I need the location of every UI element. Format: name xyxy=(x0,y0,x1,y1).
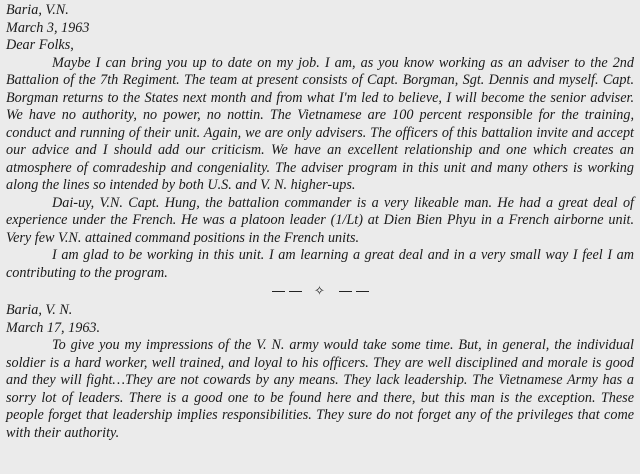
letter-paragraph: Dai-uy, V.N. Capt. Hung, the battalion commander is a very likeable man. He had a great deal of experience under the French. He was a platoon leader (1/Lt) at Dien Bien Phyu in a French airborne unit. Very few V.N. attained command positions in the French units. xyxy=(6,194,634,246)
letter-paragraph: To give you my impressions of the V. N. army would take some time. But, in general, the individual soldier is a hard worker, well trained, and loyal to his officers. They are well disciplined and morale is good and they will fight…They are not cowards by any means. They lack leadership. The Vietnamese Army has a sorry lot of leaders. There is a good one to be found here and there, but this man is the exception. These people forget that leadership implies responsibilities. They sure do not forget any of the privileges that come with their authority. xyxy=(6,337,634,441)
letter-date: March 17, 1963. xyxy=(6,319,101,336)
divider-dash xyxy=(289,291,302,292)
letter-march-17 xyxy=(6,302,634,442)
diamond-star-icon: ✧ xyxy=(314,283,326,298)
letter-date: March 3, 1963 xyxy=(6,19,90,36)
letter-place: Baria, V.N. xyxy=(6,2,69,18)
divider-dash xyxy=(356,291,369,292)
divider-dash xyxy=(339,291,352,292)
letter-salutation: Dear Folks, xyxy=(6,37,74,53)
section-divider xyxy=(6,282,634,302)
letter-place: Baria, V. N. xyxy=(6,302,73,318)
letter-march-3 xyxy=(6,2,634,282)
letter-paragraph: Maybe I can bring you up to date on my job. I am, as you know working as an adviser to the 2nd Battalion of the 7th Regiment. The team at present consists of Capt. Borgman, Sgt. Dennis and myself. Capt. Borgman returns to the States next month and from what I'm led to believe, I will become the senior adviser. We have no authority, no power, no nottin. The Vietnamese are 100 percent responsible for the training, conduct and running of their unit. Again, we are only advisers. The officers of this battalion invite and accept our advice and I should add our criticism. We have an excellent relationship and one which creates an atmosphere of comradeship and congeniality. The adviser program in this unit and many others is working along the lines so intended by both U.S. and V. N. higher-ups. xyxy=(6,54,634,193)
divider-dash xyxy=(272,291,285,292)
letter-paragraph: I am glad to be working in this unit. I am learning a great deal and in a very small way I feel I am contributing to the program. xyxy=(6,247,634,281)
